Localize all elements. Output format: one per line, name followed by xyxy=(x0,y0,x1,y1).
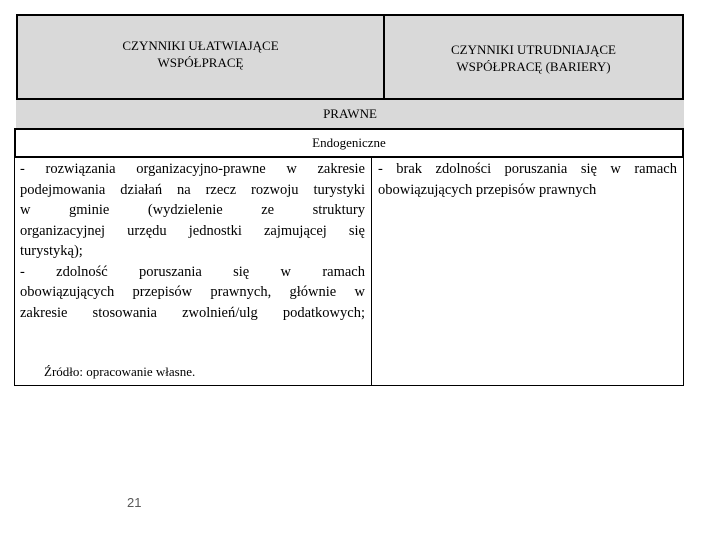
subsection-label: Endogeniczne xyxy=(312,135,386,150)
facilitating-line: - rozwiązania organizacyjno-prawne w zakresie xyxy=(20,161,365,177)
source-note: Źródło: opracowanie własne. xyxy=(44,364,196,379)
facilitating-line: podejmowania działań na rzecz rozwoju turystyki xyxy=(20,181,365,198)
facilitating-line: turystyką); xyxy=(20,243,83,259)
header-barrier-factors xyxy=(383,14,684,100)
facilitating-line: organizacyjnej urzędu jednostki zajmującej się xyxy=(20,222,365,239)
facilitating-line: w gminie (wydzielenie ze struktury xyxy=(20,202,365,218)
subsection-endogeniczne xyxy=(14,128,684,158)
section-prawne xyxy=(16,100,684,128)
header-facilitating-factors xyxy=(16,14,385,100)
header-left-line1: CZYNNIKI UŁATWIAJĄCE xyxy=(122,38,279,53)
barrier-line: obowiązujących przepisów prawnych xyxy=(378,181,597,198)
section-label: PRAWNE xyxy=(323,106,377,121)
header-right-line1: CZYNNIKI UTRUDNIAJĄCE xyxy=(450,42,616,57)
page-number: 21 xyxy=(127,495,142,510)
facilitating-line: obowiązujących przepisów prawnych, głównie w xyxy=(20,284,365,300)
facilitating-line: - zdolność poruszania się w ramach xyxy=(20,263,365,280)
header-left-line2: WSPÓŁPRACĘ xyxy=(157,55,244,70)
facilitating-factors-cell xyxy=(14,157,372,386)
barrier-factors-cell xyxy=(371,157,684,386)
facilitating-line: zakresie stosowania zwolnień/ulg podatkowych; xyxy=(20,304,365,321)
barrier-line: - brak zdolności poruszania się w ramach xyxy=(378,161,677,177)
facilitating-factors-text xyxy=(20,159,365,323)
header-right-line2: WSPÓŁPRACĘ (BARIERY) xyxy=(456,59,611,74)
